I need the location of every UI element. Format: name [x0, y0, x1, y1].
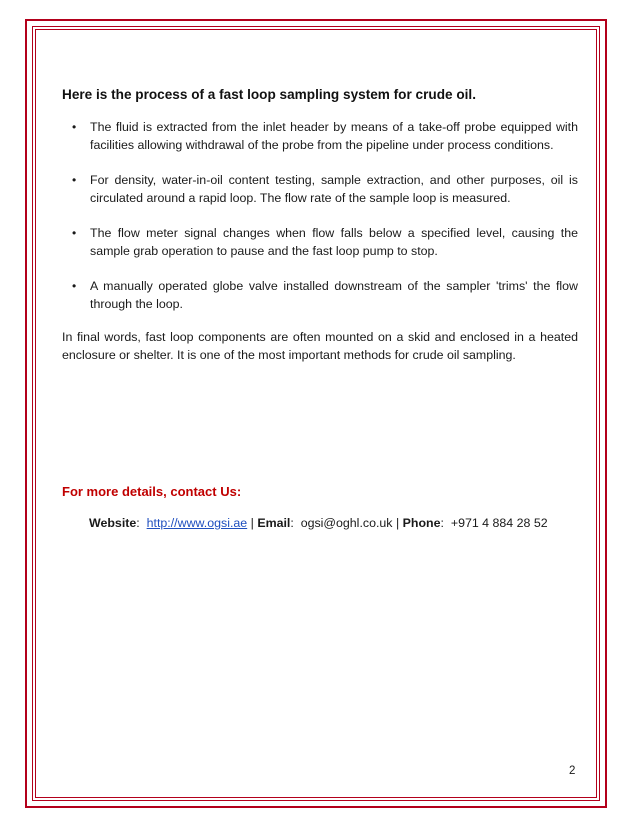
- list-item: [62, 171, 578, 207]
- list-item: [62, 277, 578, 313]
- list-item: [62, 224, 578, 260]
- list-item-text: The flow meter signal changes when flow falls below a specified level, causing the sample grab operation to pause and the fast loop pump to stop.: [90, 226, 578, 258]
- list-item-text: For density, water-in-oil content testing, sample extraction, and other purposes, oil is circulated around a rapid loop. The flow rate of the sample loop is measured.: [90, 173, 578, 205]
- page-number: 2: [569, 765, 576, 777]
- contact-line: Website: http://www.ogsi.ae | Email: ogsi@oghl.co.uk | Phone: +971 4 884 28 52: [89, 516, 548, 530]
- document-body: [62, 86, 578, 376]
- final-paragraph: In final words, fast loop components are often mounted on a skid and enclosed in a heated enclosure or shelter. It is one of the most important methods for crude oil sampling.: [62, 330, 578, 362]
- website-link[interactable]: http://www.ogsi.ae: [146, 516, 248, 530]
- section-heading: Here is the process of a fast loop sampling system for crude oil.: [62, 87, 476, 102]
- bullet-icon: •: [72, 226, 77, 240]
- bullet-icon: •: [72, 279, 77, 293]
- list-item-text: The fluid is extracted from the inlet header by means of a take-off probe equipped with facilities allowing withdrawal of the probe from the pipeline under process conditions.: [90, 120, 578, 152]
- list-item-text: A manually operated globe valve installed downstream of the sampler 'trims' the flow through the loop.: [90, 279, 578, 311]
- email-value: ogsi@oghl.co.uk: [300, 516, 393, 530]
- phone-value: +971 4 884 28 52: [450, 516, 548, 530]
- contact-heading: For more details, contact Us:: [62, 484, 242, 499]
- list-item: [62, 118, 578, 154]
- bullet-icon: •: [72, 120, 77, 134]
- website-label: Website: [89, 516, 137, 530]
- bullet-list: [62, 118, 578, 313]
- separator: |: [250, 516, 254, 530]
- separator: |: [395, 516, 400, 530]
- email-label: Email: [257, 516, 291, 530]
- phone-label: Phone: [402, 516, 441, 530]
- bullet-icon: •: [72, 173, 77, 187]
